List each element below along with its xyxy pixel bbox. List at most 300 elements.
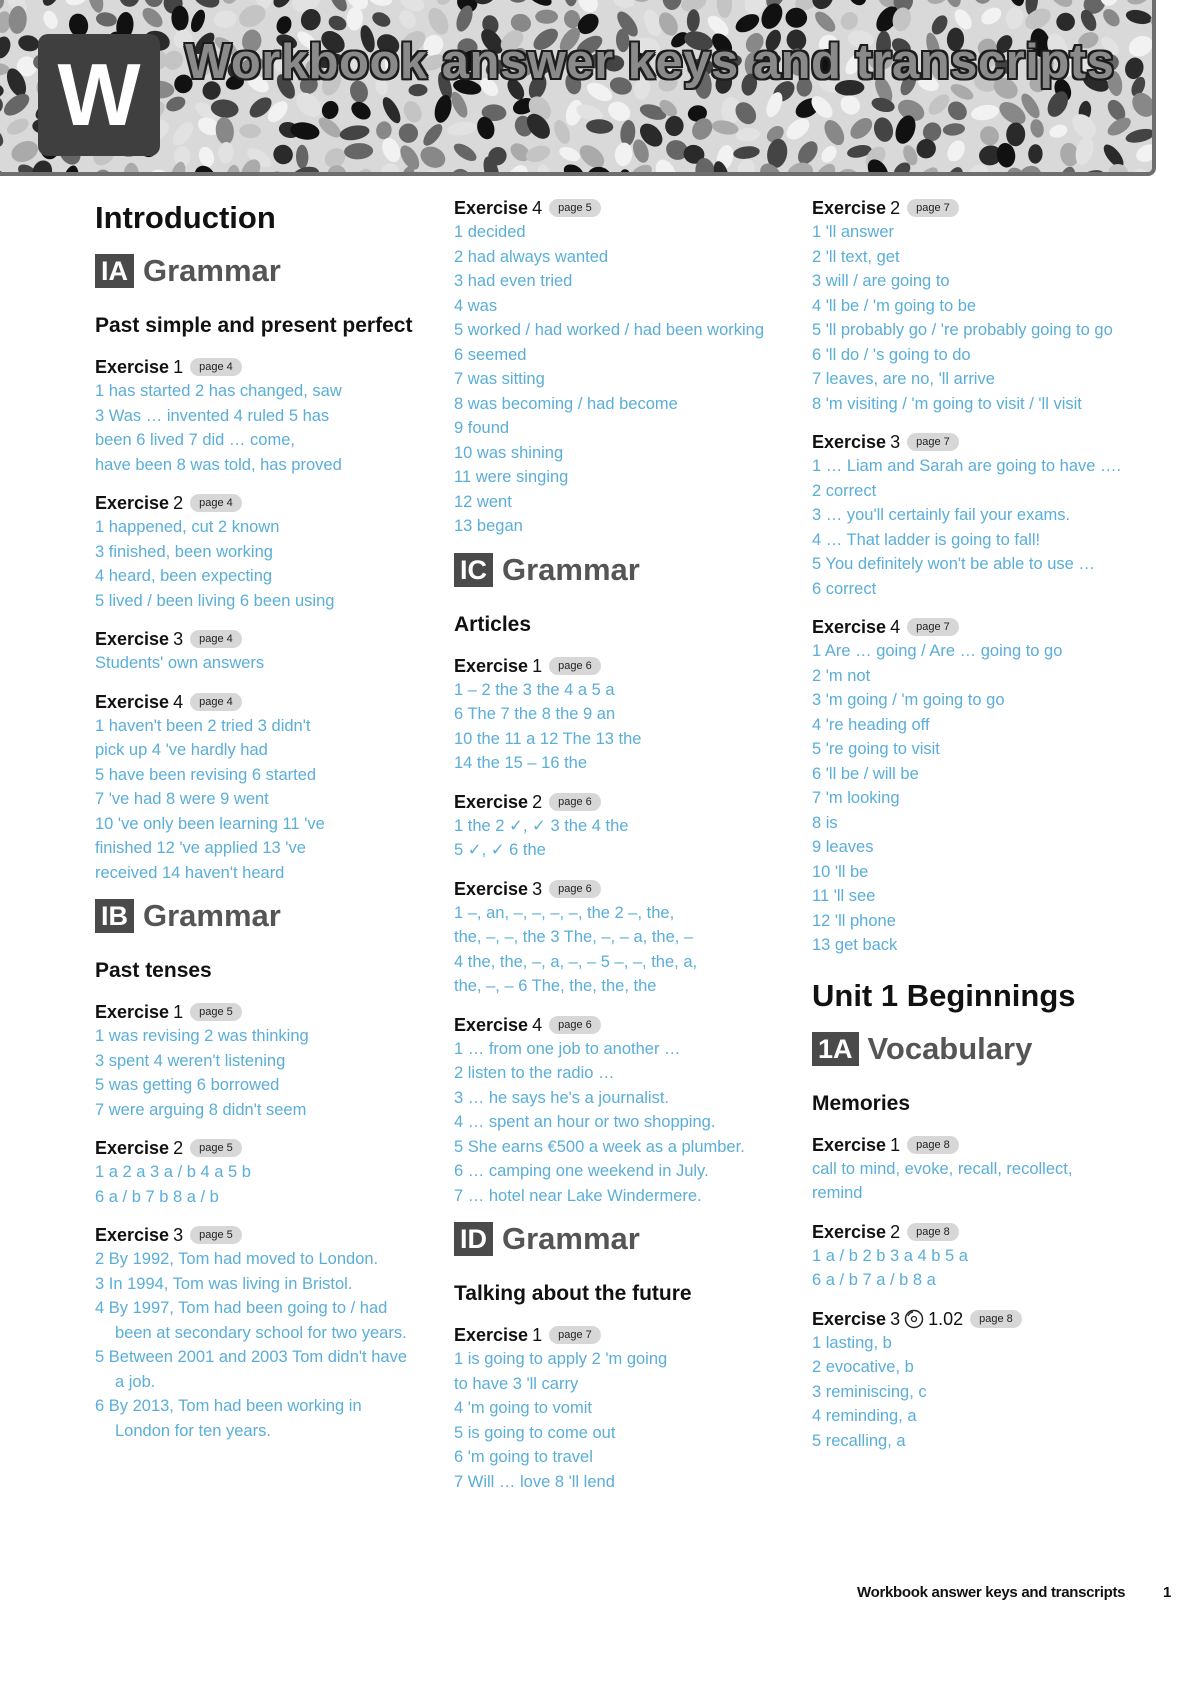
pebble [925, 91, 953, 119]
answer-line: 1 is going to apply 2 'm going [454, 1350, 668, 1368]
pebble [970, 103, 1000, 122]
page-ref: page 5 [190, 1226, 242, 1244]
pebble [139, 4, 166, 31]
pebble [846, 114, 876, 143]
pebble [502, 161, 532, 172]
pebble [524, 143, 553, 165]
pebble [972, 0, 992, 5]
section-ib-heading [95, 899, 413, 933]
answer-item: 6 seemed [454, 345, 527, 364]
pebble [95, 11, 118, 28]
answer-item: 2 By 1992, Tom had moved to London. [95, 1250, 379, 1268]
answer-item: 3 reminiscing, c [812, 1382, 927, 1401]
section-badge: IA [95, 254, 134, 288]
answer-line: pick up 4 've hardly had [95, 741, 268, 759]
answer-item: 11 were singing [454, 468, 569, 486]
answer-line: 4 'm going to vomit [454, 1399, 592, 1417]
exercise-block [812, 430, 1130, 601]
exercise-heading: Exercise 3 page 6 [454, 877, 772, 901]
exercise-block [95, 690, 413, 886]
answer-line: the, –, – 6 The, the, the, the [454, 977, 657, 995]
exercise-block [812, 1133, 1130, 1206]
audio-track: 1.02 [928, 1308, 964, 1329]
pebble [213, 9, 238, 29]
pebble [378, 160, 404, 172]
pebble [943, 0, 964, 9]
answer-item: 1 … Liam and Sarah are going to have …. [812, 457, 1122, 475]
pebble [870, 95, 896, 114]
answer-item: 5 'll probably go / 're probably going to go [812, 321, 1113, 339]
page-ref: page 6 [549, 880, 601, 898]
topic-heading: Memories [812, 1091, 911, 1115]
pebble [1004, 6, 1025, 31]
pebble [400, 98, 425, 125]
section-ia-heading [95, 254, 413, 288]
answer-item: 6 'll do / 's going to do [812, 345, 971, 364]
pebble [1133, 141, 1152, 166]
answer-line: 4 the, the, –, a, –, – 5 –, –, the, a, [454, 952, 698, 971]
answer-item: 3 … you'll certainly fail your exams. [812, 506, 1071, 524]
exercise-block [95, 627, 413, 676]
pebble [41, 9, 60, 32]
pebble [1130, 167, 1152, 172]
pebble [1151, 164, 1152, 172]
section-letter: W [57, 45, 141, 144]
exercise-heading: Exercise 2 page 5 [95, 1136, 413, 1160]
section-title: Grammar [143, 253, 281, 288]
pebble [4, 115, 31, 138]
answer-item: 9 found [454, 419, 510, 437]
pebble [614, 142, 634, 167]
answer-item: 2 'm not [812, 666, 871, 685]
section-badge: IC [454, 553, 493, 587]
pebble [446, 120, 477, 137]
pebble [619, 169, 631, 172]
answer-line: remind [812, 1184, 863, 1202]
answer-line: 10 've only been learning 11 've [95, 814, 325, 833]
answer-item: 4 By 1997, Tom had been going to / had been at secondary school for two years. [95, 1299, 407, 1342]
section-title: Grammar [502, 551, 640, 587]
pebble [270, 0, 295, 11]
answer-line: 4 heard, been expecting [95, 567, 273, 585]
pebble [1108, 163, 1129, 172]
exercise-heading: Exercise 1 page 7 [454, 1323, 772, 1347]
exercise-block [812, 1220, 1130, 1293]
pebble [93, 168, 114, 172]
section-title: Grammar [143, 898, 281, 933]
answer-item: 10 'll be [812, 862, 869, 881]
pebble [60, 164, 81, 172]
exercise-heading: Exercise 3 page 7 [812, 430, 1130, 454]
answer-item: 5 're going to visit [812, 740, 940, 758]
pebble [219, 0, 242, 7]
section-badge: ID [454, 1222, 493, 1256]
answer-line: received 14 haven't heard [95, 863, 285, 882]
pebble [505, 0, 529, 4]
pebble [0, 83, 4, 99]
pebble [785, 7, 807, 28]
answer-item: 8 was becoming / had become [454, 394, 678, 413]
answer-line: 1 haven't been 2 tried 3 didn't [95, 716, 311, 735]
answer-line: 1 a / b 2 b 3 a 4 b 5 a [812, 1246, 968, 1265]
page-ref: page 6 [549, 793, 601, 811]
pebble [375, 120, 393, 140]
answer-line: 7 Will … love 8 'll lend [454, 1472, 615, 1491]
pebble [1045, 0, 1076, 11]
answer-item: 5 recalling, a [812, 1431, 906, 1450]
section-title: Grammar [502, 1221, 640, 1256]
answer-item: 7 'm looking [812, 789, 900, 807]
exercise-block [95, 1000, 413, 1122]
pebble [123, 163, 139, 172]
answer-item: 6 correct [812, 579, 877, 598]
pebble [818, 143, 839, 166]
pebble [351, 166, 375, 172]
pebble [190, 0, 222, 11]
section-badge: 1A [812, 1032, 859, 1066]
pebble [0, 146, 2, 166]
pebble [224, 164, 241, 172]
answer-line: have been 8 was told, has proved [95, 455, 342, 474]
pebble [17, 34, 41, 54]
page-ref: page 5 [190, 1003, 242, 1021]
pebble [0, 95, 4, 115]
pebble [1006, 122, 1026, 146]
pebble [1126, 0, 1150, 7]
pebble [346, 6, 364, 31]
exercise-heading: Exercise 2 page 6 [454, 790, 772, 814]
answer-line: 5 lived / been living 6 been using [95, 591, 335, 610]
column-1 [95, 196, 413, 1457]
answer-item: 5 Between 2001 and 2003 Tom didn't have a job. [95, 1348, 408, 1391]
pebble [837, 9, 861, 34]
exercise-heading: Exercise 1 page 4 [95, 355, 413, 379]
pebble [269, 141, 297, 169]
exercise-heading: Exercise 4 page 5 [454, 196, 772, 220]
answer-item: 11 'll see [812, 887, 876, 905]
answer-line: Students' own answers [95, 654, 265, 672]
exercise-heading: Exercise 1 page 8 [812, 1133, 1130, 1157]
answer-item: 3 'm going / 'm going to go [812, 691, 1005, 709]
pebble [1075, 167, 1107, 172]
answer-item: 1 … from one job to another … [454, 1039, 681, 1058]
exercise-block [95, 1136, 413, 1209]
pebble [1124, 126, 1152, 145]
pebble [733, 145, 761, 161]
answer-line: finished 12 've applied 13 've [95, 839, 306, 857]
pebble [451, 140, 479, 164]
answer-line: 6 'm going to travel [454, 1448, 593, 1466]
pebble [0, 0, 6, 10]
pebble [85, 0, 106, 14]
answer-line: 10 the 11 a 12 The 13 the [454, 729, 642, 748]
answer-line: 5 is going to come out [454, 1423, 616, 1442]
pebble [1149, 52, 1152, 80]
page-ref: page 5 [549, 199, 601, 217]
exercise-block [812, 615, 1130, 958]
section-1a-heading [812, 1032, 1130, 1066]
pebble [417, 143, 449, 172]
exercise-block [95, 355, 413, 477]
pebble [424, 5, 452, 38]
section-id-heading [454, 1222, 772, 1256]
pebble [944, 137, 968, 164]
pebble [29, 158, 55, 172]
exercise-block [812, 1307, 1130, 1454]
answer-line: 3 Was … invented 4 ruled 5 has [95, 406, 330, 425]
pebble [535, 10, 558, 24]
answer-line: 1 – 2 the 3 the 4 a 5 a [454, 680, 615, 699]
pebble [217, 141, 234, 164]
answer-line: 7 've had 8 were 9 went [95, 790, 269, 808]
answer-line: 1 was revising 2 was thinking [95, 1027, 309, 1045]
pebble [0, 120, 7, 151]
answer-line: 5 was getting 6 borrowed [95, 1076, 280, 1094]
exercise-heading: Exercise 4 page 7 [812, 615, 1130, 639]
answer-item: 2 evocative, b [812, 1358, 914, 1376]
exercise-heading: Exercise 3 1.02 page 8 [812, 1307, 1130, 1331]
pebble [65, 0, 87, 7]
answer-line: 7 were arguing 8 didn't seem [95, 1100, 307, 1119]
section-letter-box [38, 34, 160, 156]
answer-item: 13 began [454, 517, 523, 535]
pebble [576, 141, 609, 172]
answer-item: 1 decided [454, 223, 526, 241]
pebble [1048, 123, 1069, 140]
exercise-block [454, 654, 772, 776]
pebble [586, 119, 614, 135]
exercise-heading: Exercise 2 page 7 [812, 196, 1130, 220]
answer-item: 5 She earns €500 a week as a plumber. [454, 1137, 745, 1156]
pebble [836, 167, 861, 172]
page-ref: page 5 [190, 1139, 242, 1157]
answer-item: 1 lasting, b [812, 1333, 892, 1352]
exercise-heading: Exercise 4 page 4 [95, 690, 413, 714]
pebble [1100, 6, 1123, 30]
pebble [366, 0, 394, 9]
pebble [686, 9, 700, 32]
pebble [118, 0, 141, 8]
page-number: 1 [1163, 1584, 1172, 1601]
page-ref: page 7 [907, 618, 959, 636]
pebble [716, 0, 732, 18]
answer-item: 2 'll text, get [812, 247, 900, 266]
pebble [1028, 144, 1043, 164]
page-ref: page 7 [549, 1326, 601, 1344]
answer-item: 7 was sitting [454, 370, 545, 388]
pebble [976, 122, 1002, 149]
pebble [733, 10, 763, 36]
pebble [0, 169, 7, 172]
answer-item: 5 You definitely won't be able to use … [812, 555, 1095, 573]
pebble [447, 166, 473, 172]
pebble [326, 13, 348, 33]
answer-item: 12 'll phone [812, 911, 896, 930]
pebble [239, 124, 261, 139]
pebble [434, 0, 455, 8]
pebble [782, 114, 813, 143]
pebble [197, 145, 217, 169]
page-ref: page 4 [190, 358, 242, 376]
pebble [8, 137, 41, 166]
pebble [1128, 88, 1152, 121]
pebble [327, 0, 350, 14]
answer-item: 13 get back [812, 936, 898, 954]
exercise-heading: Exercise 2 page 4 [95, 491, 413, 515]
pebble [274, 14, 294, 36]
answer-line: 14 the 15 – 16 the [454, 754, 588, 772]
answer-item: 3 will / are going to [812, 272, 950, 290]
pebble [0, 34, 14, 61]
page-ref: page 8 [907, 1223, 959, 1241]
pebble [978, 4, 1004, 28]
answer-item: 9 leaves [812, 838, 874, 856]
pebble [564, 0, 578, 7]
page-ref: page 4 [190, 630, 242, 648]
answer-line: to have 3 'll carry [454, 1374, 579, 1393]
pebble [561, 161, 586, 172]
pebble [837, 91, 864, 118]
pebble [266, 171, 290, 172]
answer-item: 8 'm visiting / 'm going to visit / 'll visit [812, 394, 1082, 413]
answer-item: 2 correct [812, 481, 877, 500]
answer-item: 7 … hotel near Lake Windermere. [454, 1186, 702, 1205]
page-ref: page 8 [907, 1136, 959, 1154]
answer-line: 6 The 7 the 8 the 9 an [454, 705, 616, 723]
pebble [396, 120, 422, 146]
answer-item: 5 worked / had worked / had been working [454, 321, 765, 339]
answer-item: 1 Are … going / Are … going to go [812, 642, 1063, 660]
pebble [432, 93, 455, 125]
answer-item: 8 is [812, 813, 838, 832]
page-ref: page 6 [549, 1016, 601, 1034]
exercise-heading: Exercise 3 page 4 [95, 627, 413, 651]
answer-item: 4 … That ladder is going to fall! [812, 530, 1041, 549]
exercise-block [95, 491, 413, 613]
exercise-block [454, 877, 772, 999]
answer-item: 10 was shining [454, 443, 564, 462]
pebble [296, 145, 309, 169]
page-ref: page 7 [907, 433, 959, 451]
answer-item: 6 By 2013, Tom had been working in London for ten years. [95, 1397, 362, 1440]
answer-item: 2 listen to the radio … [454, 1064, 615, 1082]
answer-line: 1 has started 2 has changed, saw [95, 382, 342, 400]
pebble [627, 161, 655, 172]
page-ref: page 8 [970, 1310, 1022, 1328]
exercise-block [454, 196, 772, 539]
exercise-heading: Exercise 1 page 5 [95, 1000, 413, 1024]
answer-item: 6 'll be / will be [812, 764, 919, 783]
exercise-heading: Exercise 1 page 6 [454, 654, 772, 678]
exercise-block [454, 1323, 772, 1494]
answer-line: 3 finished, been working [95, 542, 273, 561]
answer-item: 12 went [454, 492, 512, 511]
pebble [942, 122, 965, 136]
topic-heading: Articles [454, 612, 532, 636]
answer-item: 3 … he says he's a journalist. [454, 1088, 670, 1107]
pebble [169, 118, 197, 149]
pebble [911, 164, 942, 172]
answer-item: 7 leaves, are no, 'll arrive [812, 370, 995, 388]
pebble [339, 123, 371, 142]
pebble [612, 0, 636, 10]
pebble [146, 167, 172, 172]
answer-line: 1 –, an, –, –, –, –, the 2 –, the, [454, 903, 675, 922]
pebble [420, 121, 446, 149]
section-ic-heading [454, 553, 772, 587]
pebble [188, 8, 208, 34]
exercise-block [95, 1223, 413, 1443]
answer-line: 1 the 2 ✓, ✓ 3 the 4 the [454, 816, 629, 835]
pebble [1125, 8, 1152, 27]
pebble [370, 9, 393, 29]
answer-line: 5 ✓, ✓ 6 the [454, 841, 546, 859]
exercise-heading: Exercise 4 page 6 [454, 1013, 772, 1037]
answer-item: 4 was [454, 296, 498, 315]
column-3 [812, 196, 1130, 1467]
answer-line: 6 a / b 7 a / b 8 a [812, 1271, 936, 1289]
answer-line: the, –, –, the 3 The, –, – a, the, – [454, 928, 694, 946]
page-ref: page 7 [907, 199, 959, 217]
answer-line: 1 a 2 a 3 a / b 4 a 5 b [95, 1163, 251, 1181]
answer-line: 3 spent 4 weren't listening [95, 1051, 286, 1070]
pebble [557, 144, 582, 164]
exercise-block [454, 1013, 772, 1209]
exercise-heading: Exercise 2 page 8 [812, 1220, 1130, 1244]
pebble [574, 0, 601, 16]
answer-item: 2 had always wanted [454, 247, 609, 266]
exercise-block [812, 196, 1130, 416]
pebble [536, 164, 550, 172]
page-ref: page 4 [190, 693, 242, 711]
exercise-heading: Exercise 3 page 5 [95, 1223, 413, 1247]
pebble [1006, 0, 1027, 8]
pebble [845, 0, 870, 9]
pebble [820, 117, 848, 149]
topic-heading: Past simple and present perfect [95, 314, 413, 337]
answer-item: 1 'll answer [812, 223, 895, 241]
answer-item: 3 had even tried [454, 272, 573, 290]
answer-line: 6 a / b 7 b 8 a / b [95, 1187, 219, 1206]
pebble [160, 47, 187, 74]
pebble [662, 0, 683, 11]
pebble [664, 115, 685, 137]
answer-item: 3 In 1994, Tom was living in Bristol. [95, 1274, 353, 1293]
answer-item: 4 'll be / 'm going to be [812, 296, 977, 315]
pebble [379, 95, 404, 126]
answer-item: 4 … spent an hour or two shopping. [454, 1113, 716, 1131]
page-title: Workbook answer keys and transcripts [185, 35, 1115, 89]
audio-disc-icon [904, 1309, 924, 1329]
page-ref: page 4 [190, 494, 242, 512]
pebble [1125, 32, 1152, 61]
pebble [871, 115, 895, 144]
introduction-heading: Introduction [95, 200, 276, 235]
page-ref: page 6 [549, 657, 601, 675]
topic-heading: Past tenses [95, 959, 212, 982]
pebble [214, 116, 235, 145]
topic-heading: Talking about the future [454, 1282, 692, 1305]
column-2 [454, 196, 772, 1508]
answer-line: call to mind, evoke, recall, recollect, [812, 1159, 1073, 1178]
pebble [1056, 12, 1075, 31]
answer-line: 1 happened, cut 2 known [95, 518, 280, 536]
footer-title: Workbook answer keys and transcripts [857, 1584, 1126, 1601]
answer-line: 5 have been revising 6 started [95, 765, 317, 784]
pebble [379, 135, 404, 165]
pebble [344, 142, 374, 160]
answer-item: 4 're heading off [812, 715, 930, 734]
